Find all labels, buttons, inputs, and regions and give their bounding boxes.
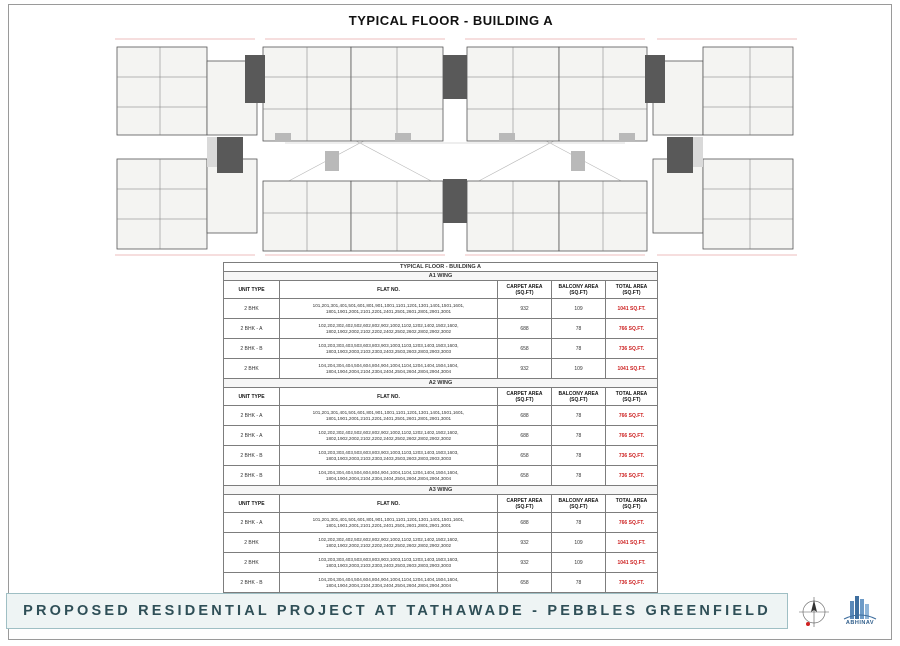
table-header-row [224, 281, 658, 299]
total-area-cell: 766 SQ.FT. [606, 513, 658, 533]
header-flat-no: FLAT NO. [280, 388, 498, 406]
header-flat-no: FLAT NO. [280, 281, 498, 299]
table-row [224, 406, 658, 426]
balcony-area-cell: 109 [552, 553, 606, 573]
flat-no-cell: 101,201,301,401,501,601,801,901,1001,1101,1201,1301,1401,1501,1601, 1801,1901,2001,2101,2201,2401,2501,2601,2801,2901,3001 [280, 406, 498, 426]
project-title: PROPOSED RESIDENTIAL PROJECT AT TATHAWADE - PEBBLES GREENFIELD [23, 603, 771, 619]
flat-no-cell: 102,202,302,402,502,602,802,902,1002,1102,1202,1402,1502,1602, 1802,1902,2002,2102,2202,2402,2502,2602,2802,2902,3002 [280, 533, 498, 553]
carpet-area-cell: 658 [498, 446, 552, 466]
flat-no-cell: 102,202,302,402,502,602,802,902,1002,1102,1202,1402,1502,1602, 1802,1902,2002,2102,2202,2402,2502,2602,2802,2902,3002 [280, 319, 498, 339]
header-flat-no: FLAT NO. [280, 495, 498, 513]
unit-type-cell: 2 BHK - B [224, 339, 280, 359]
table-row [224, 513, 658, 533]
carpet-area-cell: 658 [498, 573, 552, 593]
wing-name: A3 WING [224, 486, 658, 495]
header-unit-type: UNIT TYPE [224, 495, 280, 513]
unit-type-cell: 2 BHK - A [224, 406, 280, 426]
table-row [224, 299, 658, 319]
floor-plan [105, 33, 805, 261]
total-area-cell: 1041 SQ.FT. [606, 533, 658, 553]
balcony-area-cell: 78 [552, 339, 606, 359]
carpet-area-cell: 932 [498, 533, 552, 553]
table-row [224, 319, 658, 339]
flat-no-cell: 104,204,304,404,504,604,804,904,1004,1104,1204,1404,1504,1604, 1804,1904,2004,2104,2304,2404,2504,2604,2804,2904,3004 [280, 466, 498, 486]
total-area-cell: 1041 SQ.FT. [606, 553, 658, 573]
balcony-area-cell: 78 [552, 406, 606, 426]
unit-type-cell: 2 BHK - B [224, 446, 280, 466]
unit-type-cell: 2 BHK - B [224, 573, 280, 593]
total-area-cell: 766 SQ.FT. [606, 319, 658, 339]
total-area-cell: 736 SQ.FT. [606, 339, 658, 359]
table-row [224, 533, 658, 553]
total-area-cell: 736 SQ.FT. [606, 466, 658, 486]
balcony-area-cell: 78 [552, 466, 606, 486]
flat-no-cell: 101,201,301,401,501,601,801,901,1001,1101,1201,1301,1401,1501,1601, 1801,1901,2001,2101,2201,2401,2501,2601,2801,2901,3001 [280, 299, 498, 319]
drawing-sheet [8, 4, 892, 640]
total-area-cell: 736 SQ.FT. [606, 446, 658, 466]
page-title: TYPICAL FLOOR - BUILDING A [348, 13, 554, 28]
header-carpet: CARPET AREA (SQ.FT) [498, 495, 552, 513]
table-caption: TYPICAL FLOOR - BUILDING A [224, 263, 658, 272]
balcony-area-cell: 78 [552, 573, 606, 593]
carpet-area-cell: 688 [498, 319, 552, 339]
table-row [224, 359, 658, 379]
flat-no-cell: 102,202,302,402,502,602,802,902,1002,1102,1202,1402,1502,1602, 1802,1902,2002,2102,2202,2402,2502,2602,2802,2902,3002 [280, 426, 498, 446]
balcony-area-cell: 78 [552, 426, 606, 446]
flat-no-cell: 104,204,304,404,504,604,804,904,1004,1104,1204,1404,1504,1604, 1804,1904,2004,2104,2304,2404,2504,2604,2804,2904,3004 [280, 573, 498, 593]
table-row [224, 339, 658, 359]
flat-no-cell: 101,201,301,401,501,601,801,901,1001,1101,1201,1301,1401,1501,1601, 1801,1901,2001,2101,2201,2401,2501,2601,2801,2901,3001 [280, 513, 498, 533]
carpet-area-cell: 688 [498, 513, 552, 533]
header-unit-type: UNIT TYPE [224, 388, 280, 406]
balcony-area-cell: 109 [552, 533, 606, 553]
unit-type-cell: 2 BHK - A [224, 426, 280, 446]
table-caption-row [224, 263, 658, 272]
table-row [224, 446, 658, 466]
total-area-cell: 766 SQ.FT. [606, 426, 658, 446]
wing-row [224, 272, 658, 281]
header-total: TOTAL AREA (SQ.FT) [606, 281, 658, 299]
wing-row [224, 486, 658, 495]
carpet-area-cell: 688 [498, 426, 552, 446]
wing-name: A2 WING [224, 379, 658, 388]
area-table [223, 262, 657, 593]
balcony-area-cell: 78 [552, 446, 606, 466]
unit-type-cell: 2 BHK [224, 299, 280, 319]
flat-no-cell: 104,204,304,404,504,604,804,904,1004,1104,1204,1404,1504,1604, 1804,1904,2004,2104,2304,2404,2504,2604,2804,2904,3004 [280, 359, 498, 379]
table-header-row [224, 388, 658, 406]
flat-no-cell: 103,203,303,403,503,603,803,903,1003,1103,1203,1403,1503,1603, 1803,1903,2003,2103,2303,2403,2503,2603,2803,2903,3003 [280, 446, 498, 466]
carpet-area-cell: 688 [498, 406, 552, 426]
carpet-area-cell: 658 [498, 339, 552, 359]
balcony-area-cell: 109 [552, 299, 606, 319]
abhinav-logo-icon [838, 593, 882, 633]
table-row [224, 426, 658, 446]
table-row [224, 466, 658, 486]
area-statement-table [223, 262, 658, 593]
carpet-area-cell: 932 [498, 359, 552, 379]
wing-row [224, 379, 658, 388]
total-area-cell: 1041 SQ.FT. [606, 299, 658, 319]
balcony-area-cell: 109 [552, 359, 606, 379]
unit-type-cell: 2 BHK - A [224, 319, 280, 339]
total-area-cell: 736 SQ.FT. [606, 573, 658, 593]
unit-type-cell: 2 BHK - A [224, 513, 280, 533]
header-carpet: CARPET AREA (SQ.FT) [498, 281, 552, 299]
header-total: TOTAL AREA (SQ.FT) [606, 388, 658, 406]
carpet-area-cell: 932 [498, 553, 552, 573]
north-arrow-icon [794, 593, 834, 633]
header-balcony: BALCONY AREA (SQ.FT) [552, 388, 606, 406]
header-unit-type: UNIT TYPE [224, 281, 280, 299]
carpet-area-cell: 932 [498, 299, 552, 319]
total-area-cell: 1041 SQ.FT. [606, 359, 658, 379]
logo-name: ABHINAV [845, 620, 875, 626]
unit-type-cell: 2 BHK [224, 553, 280, 573]
header-total: TOTAL AREA (SQ.FT) [606, 495, 658, 513]
header-carpet: CARPET AREA (SQ.FT) [498, 388, 552, 406]
header-balcony: BALCONY AREA (SQ.FT) [552, 281, 606, 299]
project-banner [6, 593, 788, 629]
floor-plan-drawing [105, 33, 805, 261]
wing-name: A1 WING [224, 272, 658, 281]
header-balcony: BALCONY AREA (SQ.FT) [552, 495, 606, 513]
table-row [224, 553, 658, 573]
unit-type-cell: 2 BHK [224, 533, 280, 553]
unit-type-cell: 2 BHK [224, 359, 280, 379]
unit-type-cell: 2 BHK - B [224, 466, 280, 486]
total-area-cell: 766 SQ.FT. [606, 406, 658, 426]
carpet-area-cell: 658 [498, 466, 552, 486]
table-row [224, 573, 658, 593]
balcony-area-cell: 78 [552, 513, 606, 533]
flat-no-cell: 103,203,303,403,503,603,803,903,1003,1103,1203,1403,1503,1603, 1803,1903,2003,2103,2303,2403,2503,2603,2803,2903,3003 [280, 553, 498, 573]
table-header-row [224, 495, 658, 513]
flat-no-cell: 103,203,303,403,503,603,803,903,1003,1103,1203,1403,1503,1603, 1803,1903,2003,2103,2303,2403,2503,2603,2803,2903,3003 [280, 339, 498, 359]
balcony-area-cell: 78 [552, 319, 606, 339]
